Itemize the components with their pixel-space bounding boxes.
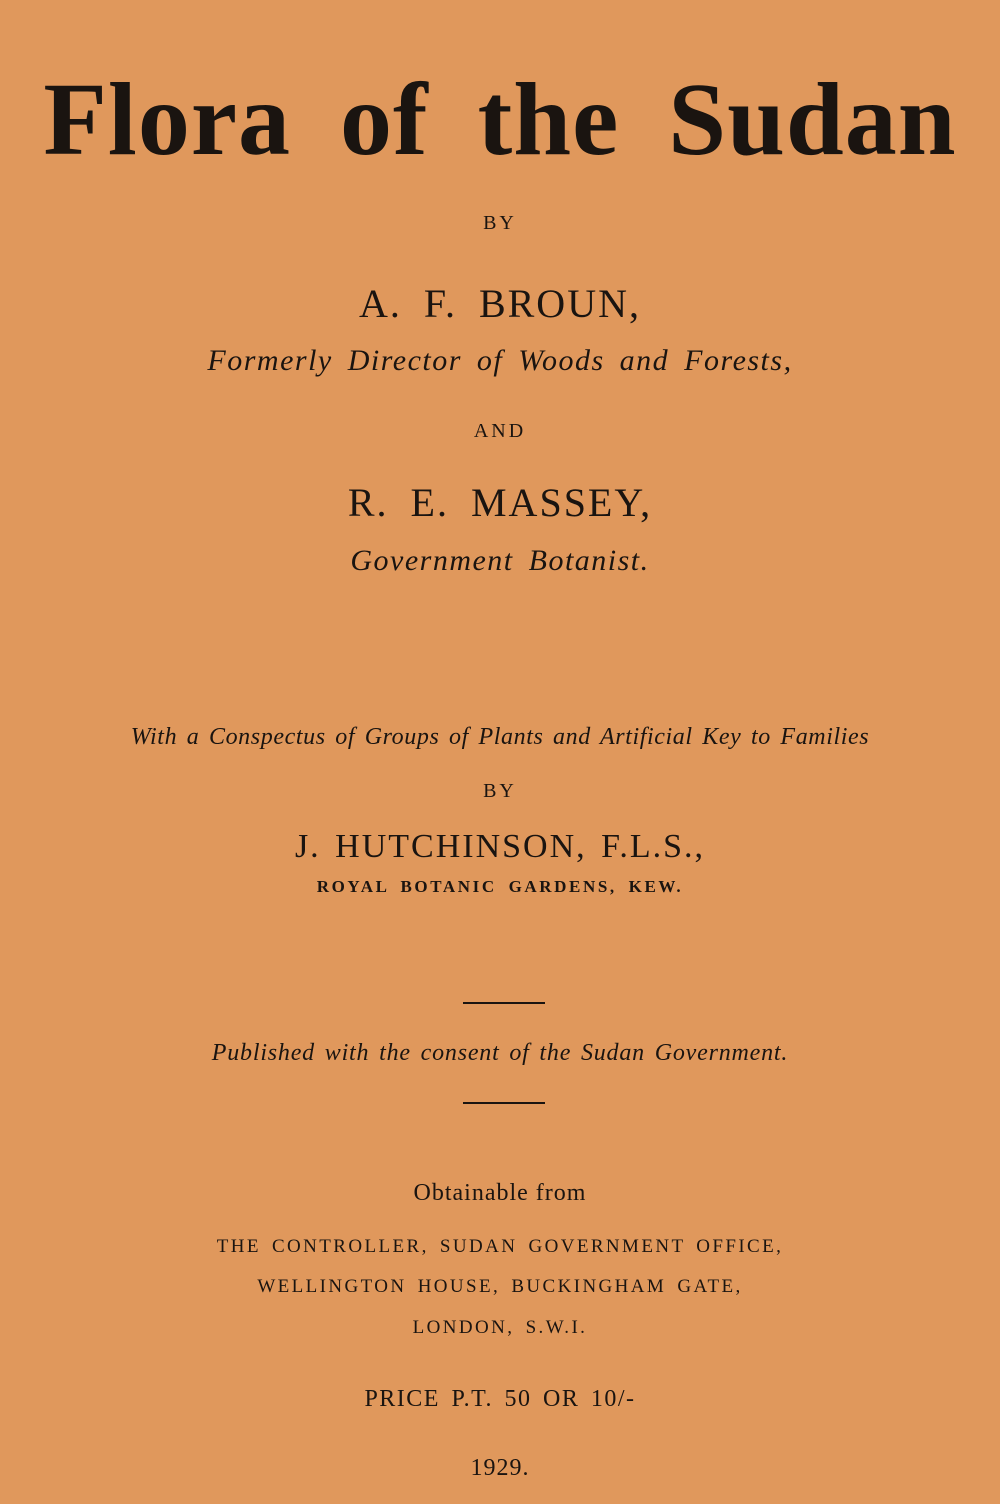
book-title: Flora of the Sudan xyxy=(43,62,957,177)
address-line: WELLINGTON HOUSE, BUCKINGHAM GATE, xyxy=(257,1276,743,1297)
by-label-1: BY xyxy=(483,212,517,234)
by-label-2: BY xyxy=(483,780,517,802)
published-note: Published with the consent of the Sudan Government. xyxy=(211,1040,789,1066)
author-2-name: R. E. MASSEY, xyxy=(347,480,653,525)
obtainable-from: Obtainable from xyxy=(413,1180,587,1206)
and-label: AND xyxy=(473,420,527,442)
author-1-name: A. F. BROUN, xyxy=(359,281,641,326)
author-2-role: Government Botanist. xyxy=(350,544,650,577)
conspectus-note: With a Conspectus of Groups of Plants and Artificial Key to Families xyxy=(130,724,870,750)
price-line: PRICE P.T. 50 OR 10/- xyxy=(364,1386,636,1412)
divider-rule-bottom xyxy=(463,1102,545,1104)
author-1-role: Formerly Director of Woods and Forests, xyxy=(207,344,793,377)
contributor-name: J. HUTCHINSON, F.L.S., xyxy=(294,828,706,865)
address-line: LONDON, S.W.I. xyxy=(412,1317,588,1338)
divider-rule-top xyxy=(463,1002,545,1004)
address-line: THE CONTROLLER, SUDAN GOVERNMENT OFFICE, xyxy=(216,1236,784,1257)
contributor-affiliation: ROYAL BOTANIC GARDENS, KEW. xyxy=(316,877,684,896)
publication-year: 1929. xyxy=(470,1455,530,1481)
